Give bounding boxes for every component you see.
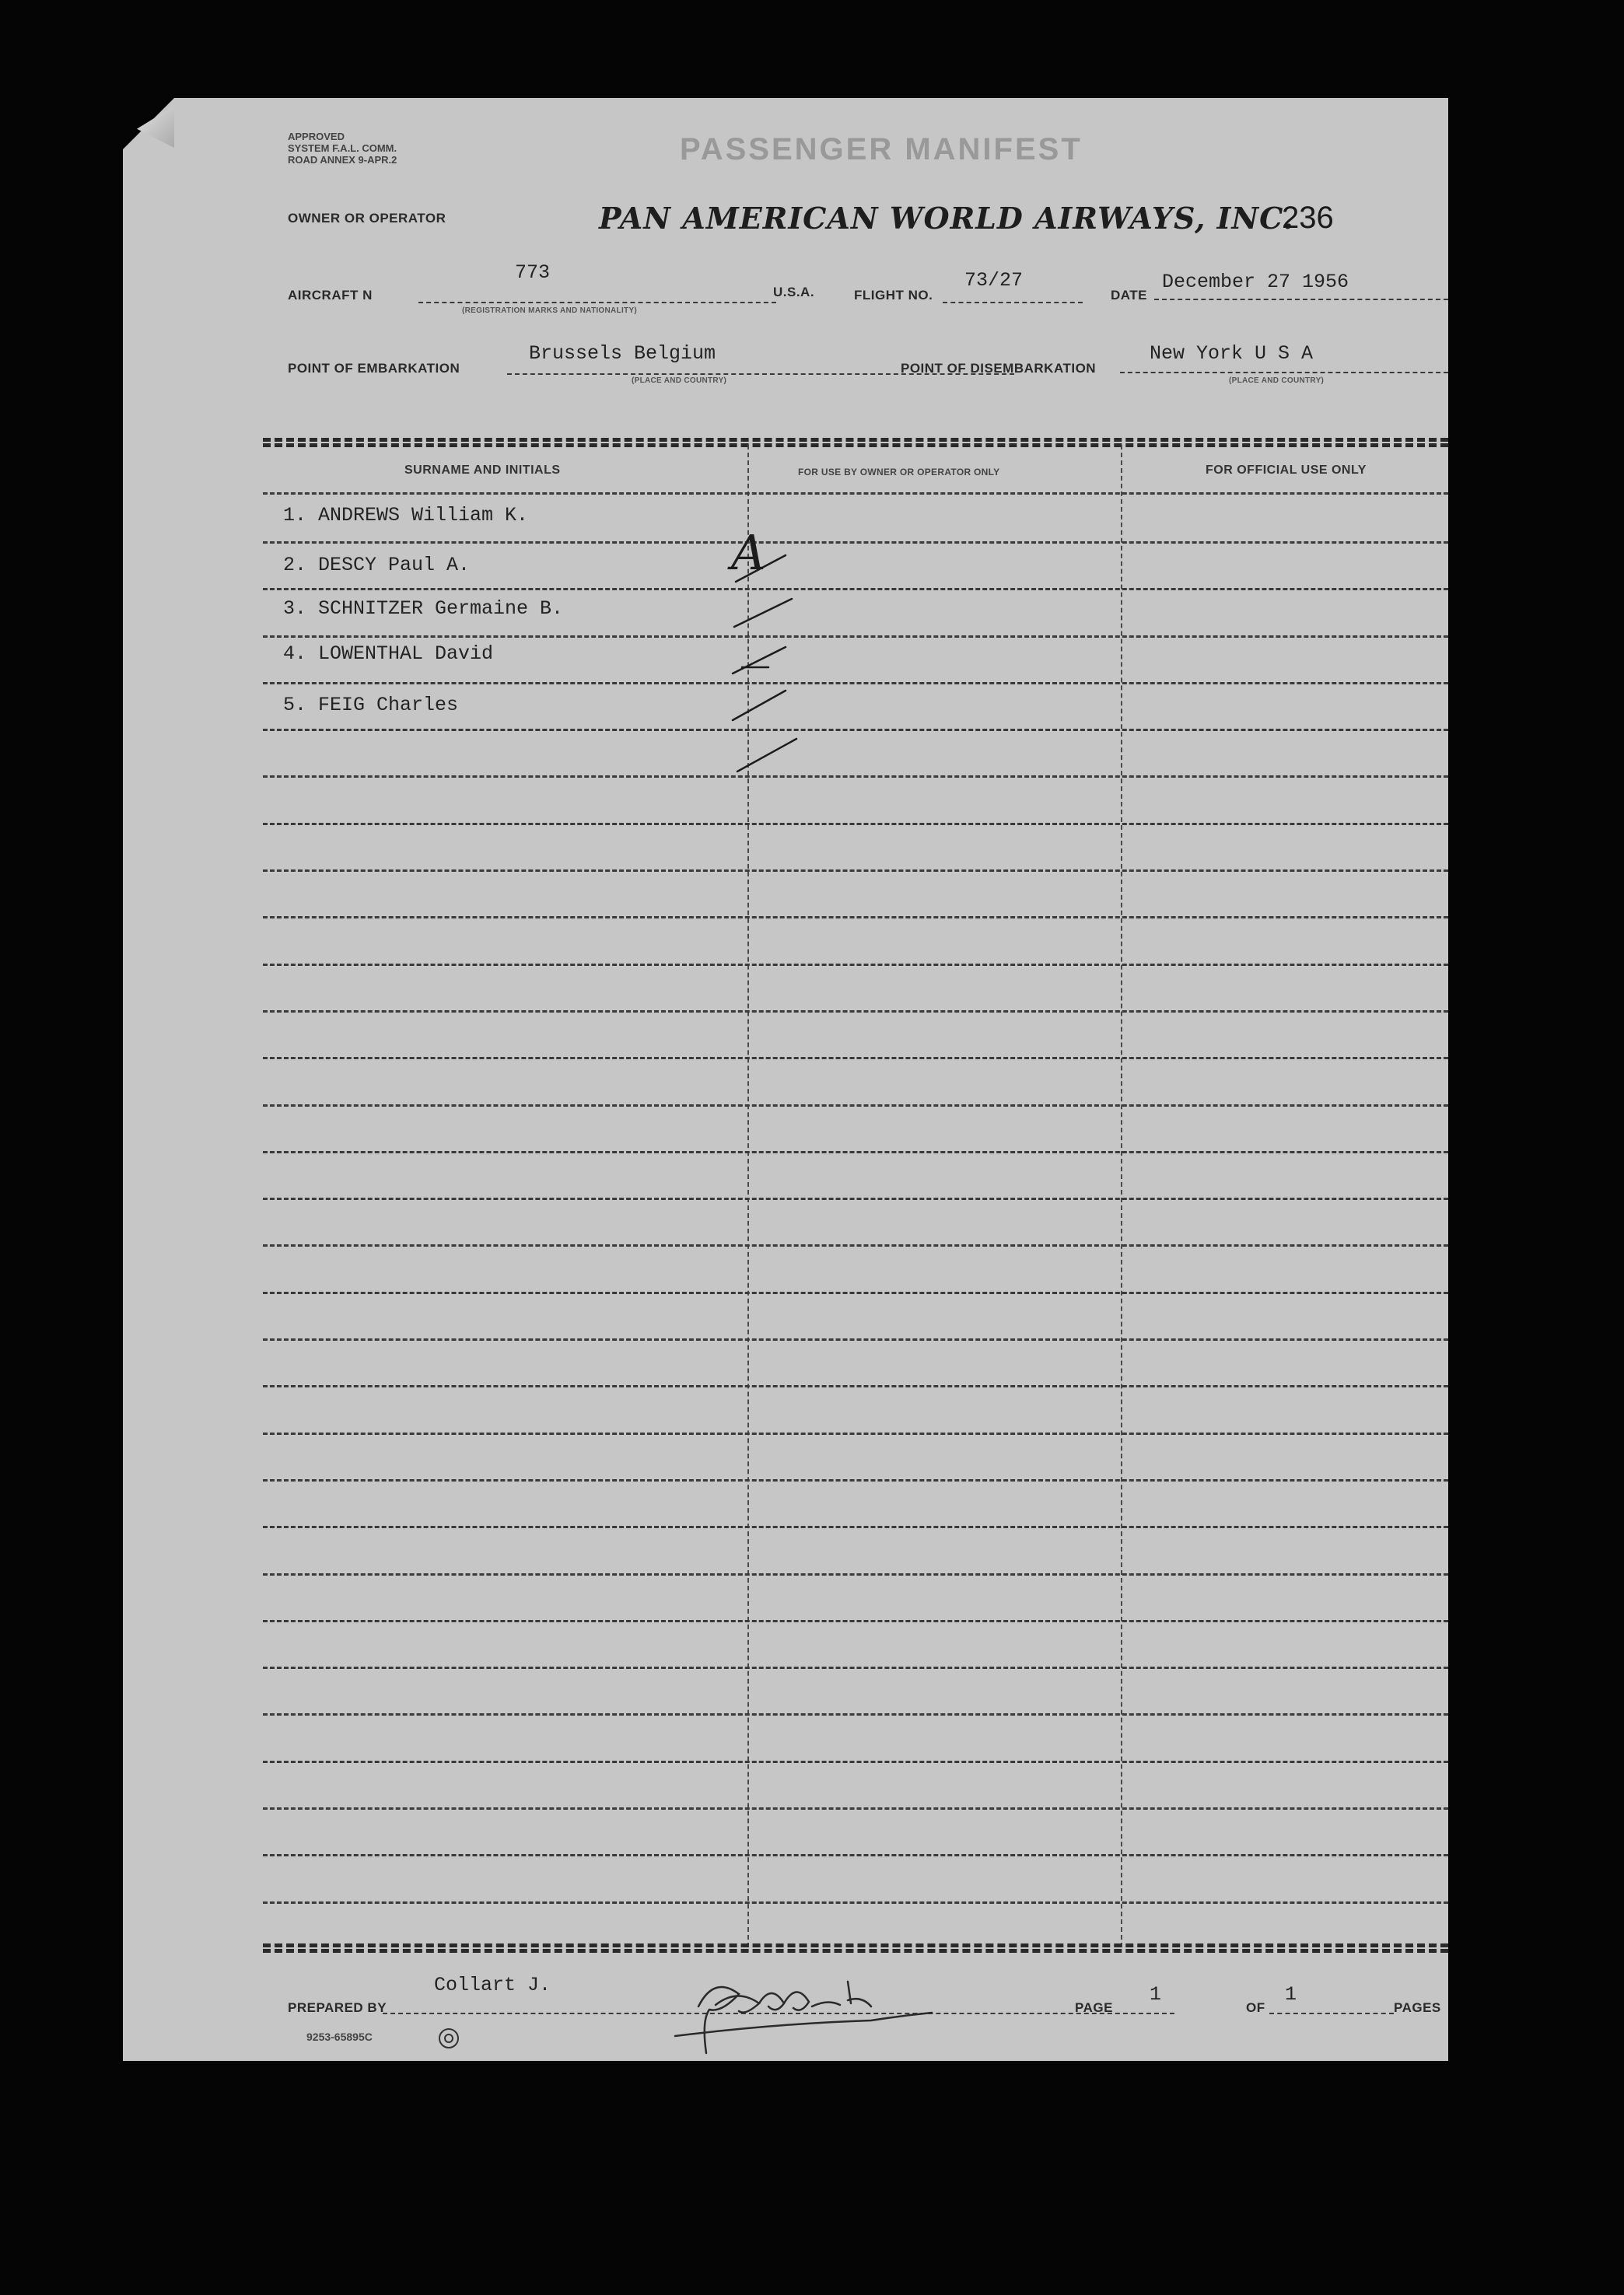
aircraft-underline <box>418 302 776 303</box>
disembark-caption: (PLACE AND COUNTRY) <box>1229 376 1325 385</box>
owner-label: OWNER OR OPERATOR <box>288 211 446 226</box>
table-row-line <box>263 1807 1448 1810</box>
check-mark-3 <box>733 647 786 673</box>
embark-value: Brussels Belgium <box>529 342 716 365</box>
table-row-line <box>263 1620 1448 1622</box>
of-underline <box>1269 2013 1394 2014</box>
table-row-line <box>263 1901 1448 1904</box>
table-bottom-border <box>263 1943 1448 1947</box>
page-label: PAGE <box>1075 2000 1113 2015</box>
table-row-line <box>263 869 1448 872</box>
manifest-page <box>123 98 1448 2061</box>
flight-underline <box>943 302 1083 303</box>
of-label: OF <box>1246 2000 1265 2015</box>
table-row-line <box>263 682 1448 684</box>
aircraft-label: AIRCRAFT N <box>288 288 373 303</box>
date-underline <box>1154 299 1448 300</box>
table-row-line <box>263 1010 1448 1013</box>
col-surname-header: SURNAME AND INITIALS <box>404 464 561 477</box>
table-row-line <box>263 1854 1448 1856</box>
table-row-line <box>263 964 1448 966</box>
pages-label: PAGES <box>1394 2000 1441 2015</box>
passenger-row-2: 2. DESCY Paul A. <box>283 554 471 576</box>
document-number: 236 <box>1282 201 1334 235</box>
col-owner-header: FOR USE BY OWNER OR OPERATOR ONLY <box>798 467 1000 478</box>
form-code: 9253-65895C <box>306 2031 373 2043</box>
table-row-line <box>263 1385 1448 1387</box>
prepared-value: Collart J. <box>434 1974 551 1996</box>
table-row-line <box>263 1151 1448 1153</box>
passenger-row-5: 5. FEIG Charles <box>283 694 459 716</box>
handwritten-letter: A <box>731 524 766 581</box>
form-title: PASSENGER MANIFEST <box>680 132 1083 166</box>
table-row-line <box>263 1244 1448 1247</box>
passenger-row-3: 3. SCHNITZER Germaine B. <box>283 597 564 620</box>
table-row-line <box>263 1761 1448 1763</box>
disembark-underline <box>1120 372 1448 373</box>
aircraft-caption: (REGISTRATION MARKS AND NATIONALITY) <box>462 306 638 315</box>
date-value: December 27 1956 <box>1162 271 1349 293</box>
page-value: 1 <box>1150 1983 1162 2006</box>
signature <box>667 1964 947 2058</box>
table-row-line <box>263 1104 1448 1107</box>
check-mark-5 <box>737 739 796 771</box>
disembark-label: POINT OF DISEMBARKATION <box>901 361 1097 376</box>
handwritten-check-marks <box>730 464 823 821</box>
flight-label: FLIGHT NO. <box>854 288 933 303</box>
disembark-value: New York U S A <box>1150 342 1314 365</box>
approval-note: APPROVED SYSTEM F.A.L. COMM. ROAD ANNEX 9-APR.2 <box>288 131 397 166</box>
table-row-line <box>263 1292 1448 1294</box>
table-row-line <box>263 1198 1448 1200</box>
column-divider-2 <box>1121 445 1122 1947</box>
passenger-row-1: 1. ANDREWS William K. <box>283 504 529 527</box>
table-row-line <box>263 1667 1448 1669</box>
table-row-line <box>263 541 1448 544</box>
table-row-line <box>263 492 1448 495</box>
nationality: U.S.A. <box>773 285 815 299</box>
table-bottom-border-inner <box>263 1949 1448 1953</box>
check-mark-4 <box>733 691 786 720</box>
aircraft-value: 773 <box>515 261 551 284</box>
airline-name: PAN AMERICAN WORLD AIRWAYS, INC. <box>599 201 1294 236</box>
table-row-line <box>263 1057 1448 1059</box>
table-row-line <box>263 1573 1448 1576</box>
prepared-label: PREPARED BY <box>288 2000 387 2015</box>
table-row-line <box>263 1713 1448 1716</box>
of-value: 1 <box>1285 1983 1297 2006</box>
table-row-line <box>263 1526 1448 1528</box>
table-row-line <box>263 588 1448 590</box>
flight-value: 73/27 <box>964 269 1024 292</box>
table-top-border <box>263 438 1448 442</box>
passenger-row-4: 4. LOWENTHAL David <box>283 642 494 665</box>
union-label-icon <box>437 2027 460 2050</box>
table-row-line <box>263 635 1448 638</box>
table-top-border-inner <box>263 443 1448 447</box>
table-row-line <box>263 1433 1448 1435</box>
date-label: DATE <box>1111 288 1148 303</box>
table-row-line <box>263 729 1448 731</box>
col-official-header: FOR OFFICIAL USE ONLY <box>1206 464 1367 477</box>
embark-label: POINT OF EMBARKATION <box>288 361 460 376</box>
table-row-line <box>263 775 1448 778</box>
table-row-line <box>263 1338 1448 1341</box>
table-row-line <box>263 823 1448 825</box>
embark-caption: (PLACE AND COUNTRY) <box>632 376 727 385</box>
check-mark-2 <box>734 599 792 627</box>
table-row-line <box>263 1479 1448 1482</box>
table-row-line <box>263 916 1448 918</box>
